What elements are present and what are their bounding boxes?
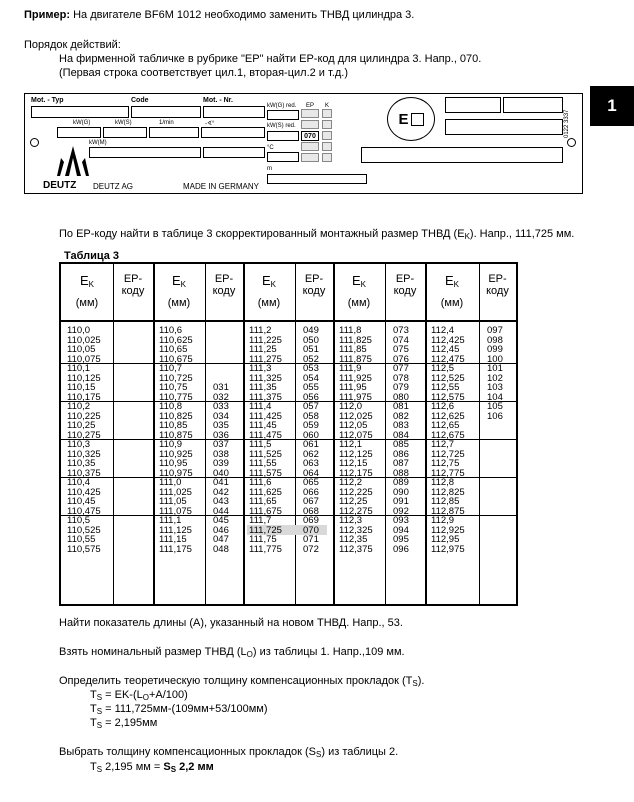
e-mark-square-icon (411, 113, 424, 126)
ep-codes-column: 031 032 033 034 035 036 037 038 039 040 041 042 043 044 045 046 047 048 (213, 382, 229, 555)
result-sub: S (96, 765, 103, 774)
field-deg-c (267, 152, 299, 162)
label-ep: EP (306, 103, 315, 109)
header-unit: (мм) (167, 297, 191, 309)
result-value: 2,2 мм (176, 761, 214, 773)
table-group-divider (333, 264, 335, 604)
ek-values-column: 110,0 110,025 110,05 110,075 110,1 110,125 110,15 110,175 110,2 110,225 110,25 110,275 110,3 110,325 110,35 110,375 110,4 110,425 110,45 110,475 110,5 110,525 110,55 110,575 (67, 325, 101, 555)
field-kw-s (103, 127, 147, 138)
header-ep: EP- коду (302, 273, 326, 297)
procedure-title: Порядок действий: (24, 39, 121, 51)
engine-nameplate (24, 93, 583, 194)
ep-codes-column: 073 074 075 076 077 078 079 080 081 082 083 084 085 086 087 088 089 090 091 092 093 094 095 096 (393, 325, 409, 555)
label-angle: -∢° (205, 121, 215, 127)
header-ek-symbol: E (444, 273, 454, 288)
formula-1 (90, 689, 188, 702)
table-group-divider (425, 264, 427, 604)
label-deg-c: °C (267, 145, 274, 151)
header-ek-symbol: E (261, 273, 271, 288)
table-col-divider (205, 264, 206, 604)
step-3-text: Взять номинальный размер ТНВД (L (59, 646, 247, 658)
step-2: Найти показатель длины (A), указанный на новом ТНВД. Напр., 53. (59, 617, 403, 629)
step-4-text: Определить теоретическую толщину компенсационных прокладок (T (59, 675, 413, 687)
field-per-min (149, 127, 199, 138)
table-title: Таблица 3 (64, 250, 120, 262)
header-ek (333, 273, 385, 288)
label-k: K (325, 103, 330, 109)
table-group-divider (243, 264, 245, 604)
table-header-divider (61, 320, 516, 322)
deutz-logo-icon (55, 146, 91, 176)
step-3-end: ) из таблицы 1. Напр.,109 мм. (252, 646, 405, 658)
table-col-divider (113, 264, 114, 604)
header-unit: (мм) (347, 297, 371, 309)
field-approval-1 (445, 97, 501, 113)
mounting-hole-left (30, 138, 39, 147)
ep-cell-2 (301, 120, 319, 129)
example-text: На двигателе BF6M 1012 необходимо заменить ТНВД цилиндра 3. (70, 9, 415, 21)
step-5-end: ) из таблицы 2. (321, 746, 399, 758)
example-line (24, 9, 414, 22)
field-kw-g (57, 127, 101, 138)
ep-codes-column: 049 050 051 052 053 054 055 056 057 058 059 060 061 062 063 064 065 066 067 068 069 070 071 072 (303, 325, 319, 555)
result-s: S (163, 761, 171, 773)
header-ek (153, 273, 205, 288)
ep-cell-5 (301, 153, 319, 162)
header-ep: EP- коду (393, 273, 417, 297)
ep-cell-1 (301, 109, 319, 118)
made-in: MADE IN GERMANY (183, 182, 260, 191)
header-ek (425, 273, 479, 288)
step-5 (59, 746, 398, 759)
field-angle (201, 127, 265, 138)
instruction-1-sub: K (464, 232, 470, 241)
field-kw-s-red (267, 131, 299, 141)
table-group-divider (153, 264, 155, 604)
result-s-sub: S (170, 765, 177, 774)
table-col-divider (479, 264, 480, 604)
formula-1-sub2: O (142, 693, 149, 702)
formula-3-sub: S (96, 721, 103, 730)
k-cell-3 (322, 131, 332, 140)
field-kw-g-red (267, 110, 299, 120)
step-3-sub: O (246, 650, 253, 659)
formula-2-end: = 111,725мм-(109мм+53/100мм) (102, 703, 268, 715)
label-m: m (267, 166, 272, 172)
field-mot-nr (203, 106, 265, 118)
mounting-hole-right (567, 138, 576, 147)
chapter-tab: 1 (590, 86, 634, 126)
table-col-divider (295, 264, 296, 604)
step-4-end: ). (417, 675, 425, 687)
header-ek-symbol: E (79, 273, 89, 288)
header-ek-symbol: E (171, 273, 181, 288)
k-cell-5 (322, 153, 332, 162)
result-mid: 2,195 мм = (102, 761, 164, 773)
label-kw-g: kW(G) (73, 120, 91, 126)
k-cell-4 (322, 142, 332, 151)
label-per-min: 1/min (159, 120, 174, 126)
formula-2 (90, 703, 268, 716)
field-kw-m-2 (203, 147, 265, 158)
header-unit: (мм) (75, 297, 99, 309)
field-kw-m (89, 147, 201, 158)
field-approval-3 (445, 119, 563, 135)
formula-3 (90, 717, 157, 730)
label-kw-m: kW(M) (89, 140, 107, 146)
formula-2-t: T (90, 703, 97, 715)
label-code: Code (131, 97, 149, 104)
ep-cell-4 (301, 142, 319, 151)
field-mot-typ (31, 106, 129, 118)
table-3 (59, 262, 518, 606)
ek-values-column: 110,6 110,625 110,65 110,675 110,7 110,725 110,75 110,775 110,8 110,825 110,85 110,875 110,9 110,925 110,95 110,975 111,0 111,025 111,05 111,075 111,1 111,125 111,15 111,175 (159, 325, 193, 555)
label-mot-typ: Mot. - Typ (31, 97, 64, 104)
formula-3-t: T (90, 717, 97, 729)
header-ek-sub: K (88, 280, 94, 289)
k-cell-1 (322, 109, 332, 118)
result-line (90, 761, 214, 774)
label-kw-s: kW(S) (115, 120, 132, 126)
formula-3-end: = 2,195мм (102, 717, 158, 729)
instruction-1-end: ). Напр., 111,725 мм. (469, 228, 575, 240)
field-code (131, 106, 201, 118)
step-5-text: Выбрать толщину компенсационных прокладок (S (59, 746, 317, 758)
header-ep: EP- коду (121, 273, 145, 297)
table-col-divider (385, 264, 386, 604)
formula-1-end: +A/100) (148, 689, 188, 701)
header-unit: (мм) (257, 297, 281, 309)
header-ek-sub: K (270, 280, 276, 289)
formula-1-t: T (90, 689, 97, 701)
header-unit: (мм) (440, 297, 464, 309)
ek-values-column: 111,2 111,225 111,25 111,275 111,3 111,325 111,35 111,375 111,4 111,425 111,45 111,475 111,5 111,525 111,55 111,575 111,6 111,625 111,65 111,675 111,7 111,725 111,75 111,775 (249, 325, 282, 555)
header-ek (243, 273, 295, 288)
header-ek (61, 273, 113, 288)
example-label: Пример: (24, 9, 71, 21)
brand-name: DEUTZ (43, 180, 77, 191)
field-approval-2 (503, 97, 563, 113)
ep-codes-column: 097 098 099 100 101 102 103 104 105 106 (487, 325, 503, 422)
ek-values-column: 111,8 111,825 111,85 111,875 111,9 111,925 111,95 111,975 112,0 112,025 112,05 112,075 112,1 112,125 112,15 112,175 112,2 112,225 112,25 112,275 112,3 112,325 112,35 112,375 (339, 325, 373, 555)
formula-2-sub: S (96, 707, 103, 716)
result-t: T (90, 761, 97, 773)
header-ek-symbol: E (351, 273, 361, 288)
procedure-line-1: На фирменной табличке в рубрике "EP" найти EP-код для цилиндра 3. Напр., 070. (59, 53, 482, 65)
e-mark-badge (387, 97, 435, 141)
procedure-line-2: (Первая строка соответствует цил.1, вторая-цил.2 и т.д.) (59, 67, 349, 79)
instruction-1-text: По EP-коду найти в таблице 3 скорректированный монтажный размер ТНВД (E (59, 228, 465, 240)
step-5-sub: S (316, 750, 322, 759)
ep-cell-3-value: 070 (301, 131, 319, 141)
label-kw-g-red: kW(G) red. (267, 103, 297, 109)
k-cell-2 (322, 120, 332, 129)
ek-values-column: 112,4 112,425 112,45 112,475 112,5 112,525 112,55 112,575 112,6 112,625 112,65 112,675 112,7 112,725 112,75 112,775 112,8 112,825 112,85 112,875 112,9 112,925 112,95 112,975 (431, 325, 465, 555)
e-mark-letter: E (398, 110, 409, 128)
instruction-1 (59, 228, 574, 241)
header-ek-sub: K (360, 280, 366, 289)
step-4-sub: S (412, 679, 418, 688)
formula-1-mid: = EK-(L (102, 689, 143, 701)
header-ek-sub: K (180, 280, 186, 289)
header-ek-sub: K (453, 280, 459, 289)
label-mot-nr: Mot. - Nr. (203, 97, 233, 104)
serial-number: 0122 3337 (564, 109, 570, 138)
header-ep: EP- коду (486, 273, 509, 297)
label-kw-s-red: kW(S) red. (267, 123, 296, 129)
field-approval-4 (361, 147, 563, 163)
header-ep: EP- коду (212, 273, 236, 297)
step-4 (59, 675, 424, 688)
field-m (267, 174, 367, 184)
formula-1-sub: S (96, 693, 103, 702)
step-3 (59, 646, 405, 659)
company-name: DEUTZ AG (93, 182, 134, 191)
